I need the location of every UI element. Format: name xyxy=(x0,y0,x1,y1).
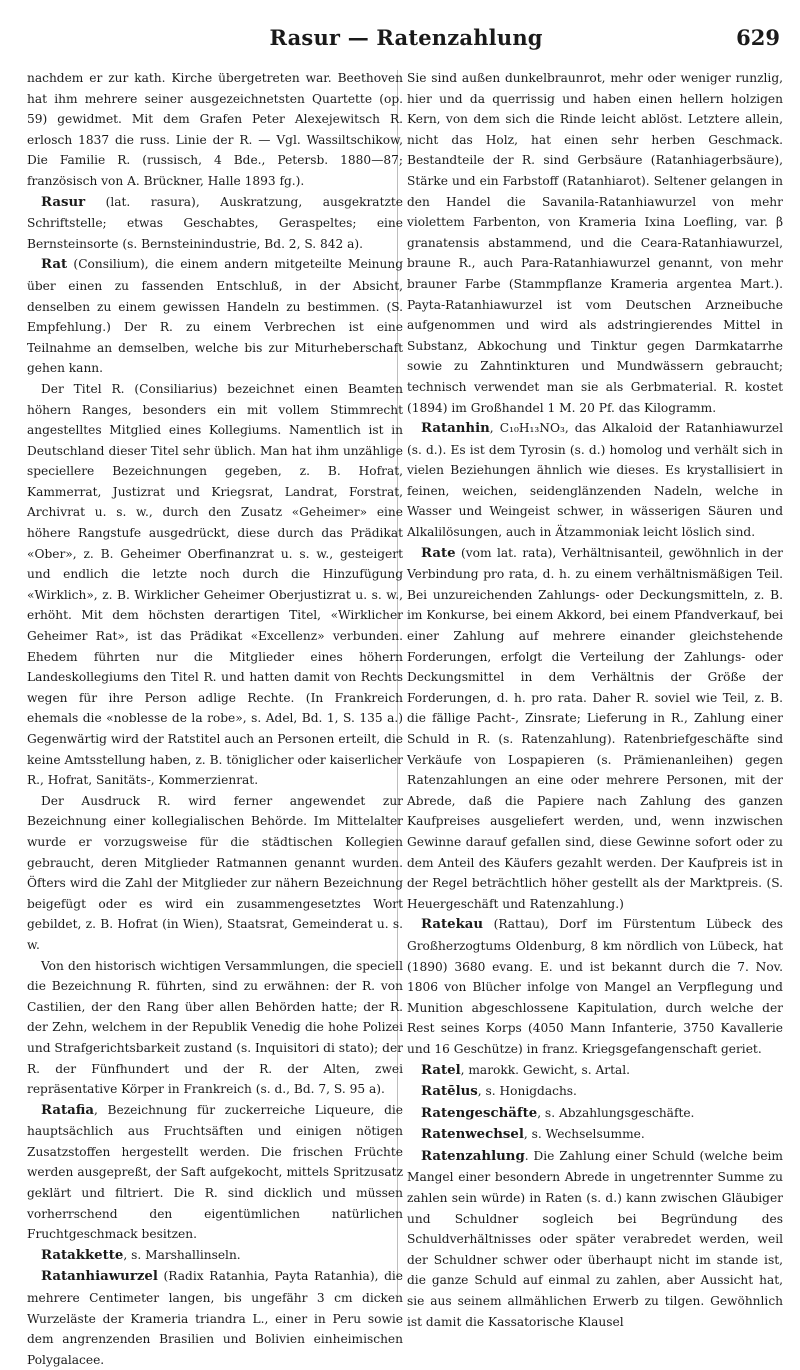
text-paragraph xyxy=(27,68,403,192)
entry-headword: Rasur xyxy=(41,194,86,210)
entry-body: (Radix Ratanhia, Payta Ratanhia), die mehrere Centimeter langen, bis ungefähr 3 cm dicken Wurzeläste der Krameria triandra L., einer in Peru sowie dem angrenzenden Brasilien und Bolivien einheimischen Polygalacee. xyxy=(27,1269,403,1367)
left-column xyxy=(27,68,403,1370)
entry-body: , C₁₀H₁₃NO₃, das Alkaloid der Ratanhiawurzel (s. d.). Es ist dem Tyrosin (s. d.) homolog und verhält sich in vielen Beziehungen ähnlich wie dieses. Es krystallisiert in feinen, weichen, seidenglänzenden Nadeln, welche in Wasser und Weingeist schwer, in wässerigen Säuren und Alkalilösungen, auch in Ätzammoniak leicht löslich sind. xyxy=(407,421,783,540)
dictionary-entry xyxy=(27,254,403,379)
entry-body: , Bezeichnung für zuckerreiche Liqueure, die hauptsächlich aus Fruchtsäften und einigen nötigen Zusatzstoffen hergestellt werden. Die frischen Früchte werden ausgepreßt, der Saft aufgekocht, mittels Spritzusatz geklärt und filtriert. Die R. sind dicklich und müssen vorherrschend den eigentümlichen natürlichen Fruchtgeschmack besitzen. xyxy=(27,1102,403,1242)
entry-body: nachdem er zur kath. Kirche übergetreten war. Beethoven hat ihm mehrere seiner ausgezeichnetsten Quartette (op. 59) gewidmet. Mit dem Grafen Peter Alexejewitsch R. erlosch 1837 die russ. Linie der R. — Vgl. Wassiltschikow, Die Familie R. (russisch, 4 Bde., Petersb. 1880—87; französisch von A. Brückner, Halle 1893 fg.). xyxy=(27,71,403,188)
entry-headword: Ratakkette xyxy=(41,1247,124,1263)
dictionary-entry xyxy=(407,1146,783,1332)
entry-headword: Rate xyxy=(421,545,456,561)
entry-body: Von den historisch wichtigen Versammlungen, die speciell die Bezeichnung R. führten, sind zu erwähnen: der R. von Castilien, der den Rang über allen Behörden hatte; der R. der Zehn, welchem in der Republik Venedig die hohe Polizei und Strafgerichtsbarkeit zustand (s. Inquisitori di stato); der R. der Fünfhundert und der R. der Alten, zwei repräsentative Körper in Frankreich (s. d., Bd. 7, S. 95 a). xyxy=(27,958,403,1097)
text-paragraph xyxy=(27,956,403,1100)
text-paragraph xyxy=(407,68,783,418)
entry-body: , marokk. Gewicht, s. Artal. xyxy=(460,1062,631,1077)
dictionary-entry xyxy=(407,914,783,1059)
dictionary-entry xyxy=(407,418,783,543)
text-paragraph xyxy=(27,791,403,956)
entry-body: . Die Zahlung einer Schuld (welche beim Mangel einer besondern Abrede in ungetrennter Summe zu zahlen sein würde) in Raten (s. d.) kann zwischen Gläubiger und Schuldner sogleich bei Begründung des Schuldverhältnisses oder später verabredet werden, weil der Schuldner schwer oder überhaupt nicht im stande ist, die ganze Schuld auf einmal zu zahlen, aber Aussicht hat, sie aus seinem allmählichen Erwerb zu tilgen. Gewöhnlich ist damit die Kassatorische Klausel xyxy=(407,1148,783,1329)
entry-headword: Ratenzahlung xyxy=(421,1148,525,1164)
entry-headword: Rat xyxy=(41,257,68,273)
entry-body: (lat. rasura), Auskratzung, ausgekratzte Schriftstelle; etwas Geschabtes, Geraspeltes; eine Bernsteinsorte (s. Bernsteinindustrie, Bd. 2, S. 842 a). xyxy=(27,194,403,251)
dictionary-entry xyxy=(27,1100,403,1245)
entry-body: Der Ausdruck R. wird ferner angewendet zur Bezeichnung einer kollegialischen Behörde. Im Mittelalter wurde er vorzugsweise für die städtischen Kollegien gebraucht, deren Mitglieder Ratmannen genannt wurden. Öfters wird die Zahl der Mitglieder zur nähern Bezeichnung beigefügt oder es wird ein zusammengesetztes Wort gebildet, z. B. Hofrat (in Wien), Staatsrat, Gemeinderat u. s. w. xyxy=(27,793,403,952)
entry-body: , s. Honigdachs. xyxy=(477,1084,577,1099)
dictionary-entry xyxy=(407,543,783,915)
page-number: 629 xyxy=(736,24,780,50)
entry-body: Sie sind außen dunkelbraunrot, mehr oder weniger runzlig, hier und da querrissig und haben einen hellern holzigen Kern, von dem sich die Rinde leicht ablöst. Letztere allein, nicht das Holz, hat einen sehr herben Geschmack. Bestandteile der R. sind Gerbsäure (Ratanhiagerbsäure), Stärke und ein Farbstoff (Ratanhiarot). Seltener gelangen in den Handel die Savanila-Ratanhiawurzel von mehr violettem Farbenton, von Krameria Ixina Loefling, var. β granatensis abstammend, und die Ceara-Ratanhiawurzel, braune R., auch Para-Ratanhiawurzel genannt, von mehr brauner Farbe (Stammpflanze Krameria argentea Mart.). Payta-Ratanhiawurzel ist vom Deutschen Arzneibuche aufgenommen und wird als adstringierendes Mittel in Substanz, Abkochung und Tinktur gegen Darmkatarrhe sowie zu Zahntinkturen und Mundwässern gebraucht; technisch verwendet man sie als Gerbmaterial. R. kostet (1894) im Großhandel 1 M. 20 Pf. das Kilogramm. xyxy=(407,71,783,415)
entry-headword: Ratenwechsel xyxy=(421,1127,524,1143)
dictionary-entry xyxy=(407,1103,783,1125)
entry-body: (Rattau), Dorf im Fürstentum Lübeck des Großherzogtums Oldenburg, 8 km nördlich von Lübeck, hat (1890) 3680 evang. E. und ist bekannt durch die 7. Nov. 1806 von Blücher infolge von Mangel an Verpflegung und Munition abgeschlossene Kapitulation, durch welche der Rest seines Korps (4050 Mann Infanterie, 3750 Kavallerie und 16 Geschütze) in franz. Kriegsgefangenschaft geriet. xyxy=(407,917,783,1056)
entry-body: (Consilium), die einem andern mitgeteilte Meinung über einen zu fassenden Entschluß, in der Absicht, denselben zu einem gewissen Handeln zu bestimmen. (S. Empfehlung.) Der R. zu einem Verbrechen ist eine Teilnahme an demselben, welche bis zur Miturheberschaft gehen kann. xyxy=(27,257,403,376)
entry-body: , s. Marshallinseln. xyxy=(123,1247,241,1262)
entry-headword: Ratanhin xyxy=(421,421,490,437)
entry-headword: Ratafia xyxy=(41,1102,95,1118)
entry-headword: Ratēlus xyxy=(421,1084,478,1100)
entry-body: , s. Abzahlungsgeschäfte. xyxy=(537,1105,695,1120)
entry-body: Der Titel R. (Consiliarius) bezeichnet einen Beamten höhern Ranges, besonders ein mit vollem Stimmrecht angestelltes Mitglied eines Kollegiums. Namentlich ist in Deutschland dieser Titel sehr üblich. Man hat ihm unzählige speciellere Bezeichnungen gegeben, z. B. Hofrat, Kammerrat, Justizrat und Kriegsrat, Landrat, Forstrat, Archivrat u. s. w., durch den Zusatz «Geheimer» eine höhere Rangstufe ausgedrückt, diese durch das Prädikat «Ober», z. B. Geheimer Oberfinanzrat u. s. w., gesteigert und endlich die letzte noch durch die Hinzufügung «Wirklich», z. B. Wirklicher Geheimer Oberjustizrat u. s. w., erhöht. Mit dem höchsten derartigen Titel, «Wirklicher Geheimer Rat», ist das Prädikat «Excellenz» verbunden. Ehedem führten nur die Mitglieder eines höhern Landeskollegiums den Titel R. und hatten damit von Rechts wegen für ihre Person adlige Rechte. (In Frankreich ehemals die «noblesse de la robe», s. Adel, Bd. 1, S. 135 a.) Gegenwärtig wird der Ratstitel auch an Personen erteilt, die keine Amtsstellung haben, z. B. töniglicher oder kaiserlicher R., Hofrat, Sanitäts-, Kommerzienrat. xyxy=(27,381,403,788)
dictionary-entry xyxy=(27,192,403,255)
entry-headword: Ratengeschäfte xyxy=(421,1105,538,1121)
dictionary-entry xyxy=(407,1081,783,1103)
right-column xyxy=(407,68,783,1332)
entry-body: , s. Wechselsumme. xyxy=(523,1127,645,1142)
entry-body: (vom lat. rata), Verhältnisanteil, gewöhnlich in der Verbindung pro rata, d. h. zu einem verhältnismäßigen Teil. Bei unzureichenden Zahlungs- oder Deckungsmitteln, z. B. im Konkurse, bei einem Akkord, bei einem Pfandverkauf, bei einer Zahlung auf mehrere einander gleichstehende Forderungen, erfolgt die Verteilung der Zahlungs- oder Deckungsmittel in dem Verhältnis der Größe der Forderungen, d. h. pro rata. Daher R. soviel wie Teil, z. B. die fällige Pacht-, Zinsrate; Lieferung in R., Zahlung einer Schuld in R. (s. Ratenzahlung). Ratenbriefgeschäfte sind Verkäufe von Lospapieren (s. Prämienanleihen) gegen Ratenzahlungen an eine oder mehrere Personen, mit der Abrede, daß die Papiere nach Zahlung des ganzen Kaufpreises ausgeliefert werden, und, wenn inzwischen Gewinne darauf gefallen sind, diese Gewinne sofort oder zu dem Anteil des Käufers gezahlt werden. Der Kaufpreis ist in der Regel beträchtlich höher gestellt als der Marktpreis. (S. Heuergeschäft und Ratenzahlung.) xyxy=(407,545,783,911)
dictionary-entry xyxy=(407,1124,783,1146)
dictionary-entry xyxy=(27,1245,403,1267)
dictionary-entry xyxy=(407,1060,783,1082)
entry-headword: Ratanhiawurzel xyxy=(41,1269,158,1285)
running-title: Rasur — Ratenzahlung xyxy=(269,24,543,50)
text-paragraph xyxy=(27,379,403,791)
dictionary-entry xyxy=(27,1266,403,1370)
page-header xyxy=(28,14,780,60)
entry-headword: Ratekau xyxy=(421,917,484,933)
entry-headword: Ratel xyxy=(421,1062,461,1078)
